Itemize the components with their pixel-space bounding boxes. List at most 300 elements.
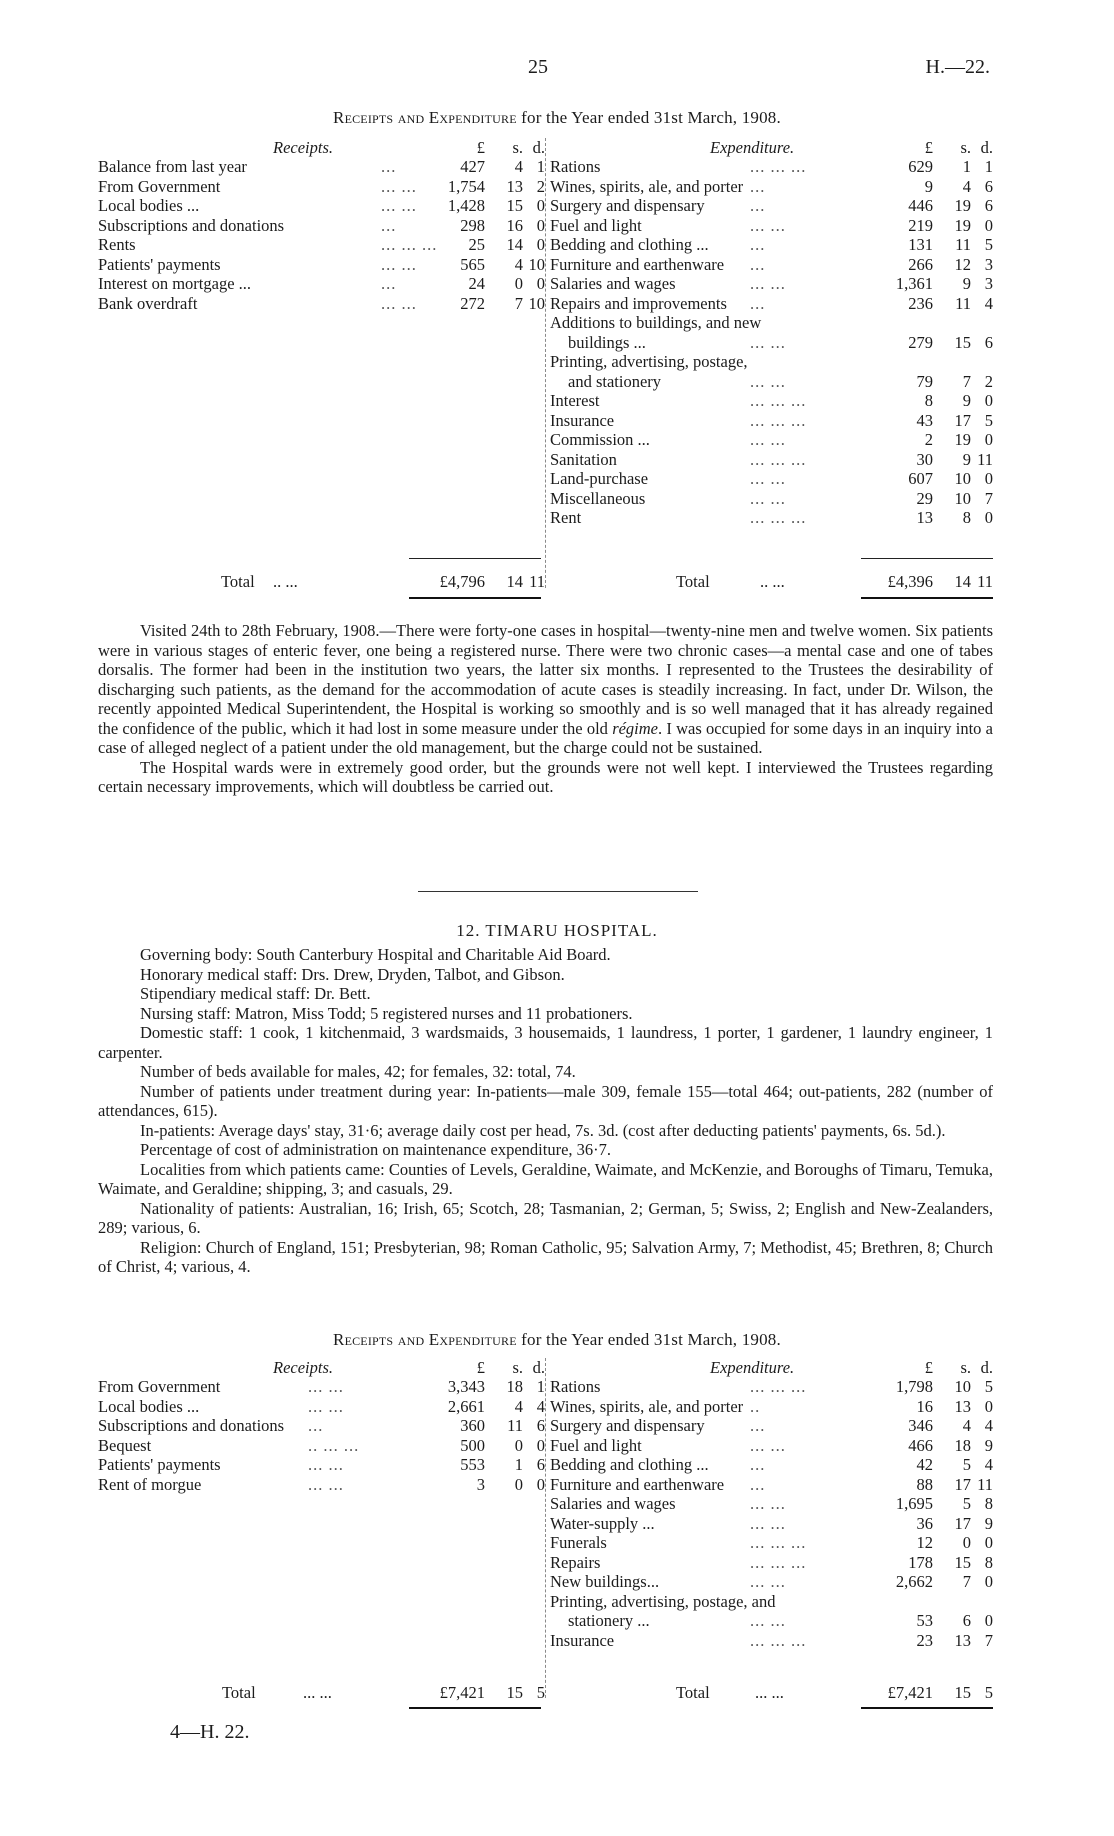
pounds-value: 279	[908, 332, 933, 352]
shillings-value: 19	[954, 196, 971, 215]
table1-expenditure-header	[550, 138, 993, 157]
leader-dots: ... ... ...	[750, 449, 807, 469]
shillings-value: 4	[514, 1396, 523, 1416]
leader-dots: ... ...	[750, 430, 786, 449]
item-label: Printing, advertising, postage, and	[550, 1591, 776, 1611]
item-label: Land-purchase	[550, 469, 649, 488]
table1-receipts-column	[98, 138, 546, 591]
account-row	[550, 508, 993, 528]
total-dots: ... ...	[303, 1683, 332, 1702]
table2-expenditure-total	[550, 1683, 993, 1705]
pence-value: 2	[536, 176, 545, 196]
shillings-value: 15	[954, 332, 971, 352]
account-row	[550, 1397, 993, 1417]
pounds-value: 29	[916, 488, 933, 508]
item-label: Salaries and wages	[550, 274, 676, 293]
account-row	[98, 1377, 545, 1397]
leader-dots: ...	[381, 157, 397, 176]
shillings-value: 5	[962, 1494, 971, 1513]
col-pounds: £	[476, 138, 485, 157]
item-label: Bank overdraft	[98, 293, 198, 313]
leader-dots: ... ...	[750, 1494, 786, 1513]
detail-line: Number of patients under treatment during year: In-patients—male 309, female 155—total 464; out-patients, 282 (number of attendances, 615).	[98, 1081, 993, 1120]
detail-line: Localities from which patients came: Counties of Levels, Geraldine, Waimate, and McKenzie, and Boroughs of Timaru, Temuka, Waimate, and Geraldine; shipping, 3; and casuals, 29.	[98, 1159, 993, 1198]
table2-accounts	[98, 1358, 993, 1728]
leader-dots: ... ... ...	[381, 235, 438, 254]
pounds-value: 298	[460, 215, 485, 235]
account-row	[550, 216, 993, 236]
item-label: Surgery and dispensary	[550, 1416, 705, 1435]
pounds-value: 565	[460, 254, 485, 274]
item-label: Insurance	[550, 1630, 615, 1650]
shillings-value: 19	[954, 430, 971, 449]
account-row	[550, 274, 993, 294]
account-row	[98, 196, 545, 216]
section-divider	[418, 891, 698, 892]
pence-value: 11	[977, 1474, 993, 1494]
item-label: Wines, spirits, ale, and porter	[550, 1396, 744, 1416]
leader-dots: ...	[308, 1416, 324, 1435]
account-row-label	[550, 313, 993, 333]
item-label: From Government	[98, 176, 221, 196]
item-label: New buildings...	[550, 1572, 660, 1591]
item-label: Rent	[550, 508, 582, 527]
pence-value: 0	[984, 215, 993, 235]
total-pounds: £7,421	[887, 1683, 933, 1702]
item-label: Wines, spirits, ale, and porter	[550, 176, 744, 196]
pounds-value: 25	[468, 235, 485, 254]
shillings-value: 4	[514, 157, 523, 176]
col-pence: d.	[532, 1358, 545, 1377]
total-pence: 5	[984, 1683, 993, 1702]
account-row	[550, 1533, 993, 1553]
col-pence: d.	[980, 1358, 993, 1377]
account-row	[550, 235, 993, 255]
pounds-value: 16	[916, 1396, 933, 1416]
pence-value: 0	[536, 1435, 545, 1455]
pence-value: 6	[984, 176, 993, 196]
pence-value: 0	[984, 1533, 993, 1552]
leader-dots: .. ... ...	[308, 1435, 360, 1455]
pence-value: 0	[536, 274, 545, 293]
shillings-value: 12	[954, 254, 971, 274]
account-row	[550, 1514, 993, 1534]
pounds-value: 88	[916, 1474, 933, 1494]
sum-rule	[409, 558, 541, 559]
hospital-details	[98, 945, 993, 1277]
pounds-value: 1,695	[895, 1494, 933, 1513]
pence-value: 0	[984, 1396, 993, 1416]
table2-title-rest: for the Year ended 31st March, 1908.	[521, 1330, 781, 1349]
col-shillings: s.	[960, 138, 971, 157]
page-header	[0, 58, 1114, 84]
item-label: stationery ...	[568, 1611, 650, 1630]
leader-dots: ... ...	[750, 1611, 786, 1630]
account-row	[550, 450, 993, 470]
shillings-value: 11	[507, 1416, 523, 1435]
pence-value: 9	[984, 1435, 993, 1455]
table2-receipts-total	[98, 1683, 545, 1705]
item-label: Bedding and clothing ...	[550, 1455, 709, 1474]
pounds-value: 131	[908, 235, 933, 254]
pounds-value: 53	[916, 1611, 933, 1630]
leader-dots: ...	[750, 1416, 766, 1435]
shillings-value: 5	[962, 1455, 971, 1474]
item-label: Insurance	[550, 410, 615, 430]
shillings-value: 11	[955, 235, 971, 254]
leader-dots: ... ... ...	[750, 1552, 807, 1572]
leader-dots: ... ... ...	[750, 508, 807, 527]
table1-expenditure-column	[550, 138, 993, 591]
pounds-value: 236	[908, 293, 933, 313]
section-title: 12. TIMARU HOSPITAL.	[456, 921, 658, 940]
pence-value: 0	[984, 1572, 993, 1591]
pounds-value: 36	[916, 1513, 933, 1533]
leader-dots: ... ... ...	[750, 1533, 807, 1552]
pounds-value: 13	[916, 508, 933, 527]
pounds-value: 346	[908, 1416, 933, 1435]
shillings-value: 9	[962, 449, 971, 469]
pounds-value: 629	[908, 157, 933, 176]
shillings-value: 17	[954, 410, 971, 430]
total-label: Total	[221, 572, 255, 591]
total-pounds: £4,796	[439, 572, 485, 591]
account-row	[98, 1397, 545, 1417]
total-pounds: £4,396	[887, 572, 933, 591]
total-double-rule	[861, 597, 993, 599]
account-row	[550, 430, 993, 450]
pounds-value: 3,343	[447, 1377, 485, 1396]
table1-title	[0, 108, 1114, 128]
expenditure-heading: Expenditure.	[710, 138, 795, 157]
pence-value: 8	[984, 1494, 993, 1513]
pence-value: 1	[536, 157, 545, 176]
leader-dots: ... ...	[750, 488, 786, 508]
item-label: Patients' payments	[98, 1455, 221, 1474]
pounds-value: 1,428	[447, 196, 485, 215]
col-shillings: s.	[512, 1358, 523, 1377]
pence-value: 0	[536, 196, 545, 215]
shillings-value: 13	[954, 1630, 971, 1650]
total-dots: .. ...	[760, 572, 785, 591]
sum-rule	[861, 558, 993, 559]
pounds-value: 24	[468, 274, 485, 293]
shillings-value: 10	[954, 469, 971, 488]
pence-value: 0	[536, 235, 545, 254]
pence-value: 10	[528, 254, 545, 274]
leader-dots: ... ...	[308, 1377, 344, 1396]
pence-value: 6	[536, 1455, 545, 1474]
total-pounds: £7,421	[439, 1683, 485, 1702]
leader-dots: ...	[750, 293, 766, 313]
leader-dots: ... ...	[750, 1572, 786, 1591]
shillings-value: 16	[506, 215, 523, 235]
account-row	[98, 177, 545, 197]
table2-expenditure-column	[550, 1358, 993, 1702]
leader-dots: ... ...	[381, 176, 417, 196]
account-row	[550, 411, 993, 431]
leader-dots: ...	[750, 176, 766, 196]
shillings-value: 7	[514, 293, 523, 313]
account-row	[98, 274, 545, 294]
item-label: Funerals	[550, 1533, 607, 1552]
account-row	[550, 1494, 993, 1514]
account-row	[550, 333, 993, 353]
shillings-value: 1	[962, 157, 971, 176]
account-row	[98, 1455, 545, 1475]
account-row	[550, 1553, 993, 1573]
table1-title-caps: Receipts and Expenditure	[333, 108, 517, 127]
pounds-value: 360	[460, 1416, 485, 1435]
item-label: Local bodies ...	[98, 196, 200, 215]
item-label: Sanitation	[550, 449, 617, 469]
pounds-value: 178	[908, 1552, 933, 1572]
item-label: Printing, advertising, postage,	[550, 352, 748, 371]
table2-receipts-header	[98, 1358, 545, 1377]
pence-value: 4	[984, 1416, 993, 1435]
visit-report	[98, 621, 993, 797]
detail-line: Religion: Church of England, 151; Presbyterian, 98; Roman Catholic, 95; Salvation Army, 7; Methodist, 45; Brethren, 8; Church of Christ, 4; various, 4.	[98, 1237, 993, 1276]
item-label: Salaries and wages	[550, 1494, 676, 1513]
item-label: From Government	[98, 1377, 221, 1396]
leader-dots: ... ... ...	[750, 1377, 807, 1396]
account-row	[98, 1416, 545, 1436]
leader-dots: ...	[750, 1455, 766, 1474]
pence-value: 1	[984, 157, 993, 176]
shillings-value: 18	[506, 1377, 523, 1396]
leader-dots: ... ...	[750, 1435, 786, 1455]
pounds-value: 3	[476, 1474, 485, 1494]
item-label: Additions to buildings, and new	[550, 313, 762, 332]
pounds-value: 8	[924, 391, 933, 410]
account-row	[550, 1572, 993, 1592]
pence-value: 8	[984, 1552, 993, 1572]
pence-value: 0	[984, 1611, 993, 1630]
pence-value: 3	[984, 254, 993, 274]
item-label: Balance from last year	[98, 157, 247, 176]
footer-reference: 4—H. 22.	[170, 1721, 250, 1743]
shillings-value: 0	[514, 274, 523, 293]
item-label: Rent of morgue	[98, 1474, 202, 1494]
item-label: Fuel and light	[550, 1435, 642, 1455]
total-shillings: 15	[506, 1683, 523, 1702]
shillings-value: 11	[955, 293, 971, 313]
table2-expenditure-header	[550, 1358, 993, 1377]
account-row	[550, 196, 993, 216]
item-label: Rations	[550, 1377, 601, 1396]
pounds-value: 23	[916, 1630, 933, 1650]
pence-value: 5	[984, 1377, 993, 1396]
table1-accounts	[98, 138, 993, 598]
shillings-value: 0	[514, 1474, 523, 1494]
item-label: buildings ...	[568, 332, 646, 352]
account-row	[98, 216, 545, 236]
shillings-value: 13	[954, 1396, 971, 1416]
account-row	[550, 1631, 993, 1651]
pence-value: 0	[536, 215, 545, 235]
shillings-value: 1	[514, 1455, 523, 1474]
pounds-value: 553	[460, 1455, 485, 1474]
pounds-value: 1,361	[895, 274, 933, 293]
account-row	[550, 469, 993, 489]
pounds-value: 12	[916, 1533, 933, 1552]
account-row	[98, 1436, 545, 1456]
visit-text-b: . I was occupied for some days in an inquiry into a case of alleged neglect of a patient under the old management, but the charge could not be sustained.	[98, 718, 993, 757]
account-row	[550, 1416, 993, 1436]
leader-dots: ... ...	[750, 1513, 786, 1533]
leader-dots: ...	[750, 1474, 766, 1494]
leader-dots: ... ... ...	[750, 391, 807, 410]
table1-expenditure-total	[550, 572, 993, 594]
pounds-value: 427	[460, 157, 485, 176]
item-label: Subscriptions and donations	[98, 1416, 285, 1435]
col-pounds: £	[924, 1358, 933, 1377]
shillings-value: 10	[954, 1377, 971, 1396]
pounds-value: 1,798	[895, 1377, 933, 1396]
pounds-value: 43	[916, 410, 933, 430]
shillings-value: 0	[962, 1533, 971, 1552]
shillings-value: 0	[514, 1435, 523, 1455]
table1-title-rest: for the Year ended 31st March, 1908.	[521, 108, 781, 127]
pounds-value: 219	[908, 215, 933, 235]
leader-dots: ... ... ...	[750, 157, 807, 176]
pence-value: 5	[984, 235, 993, 254]
item-label: Bequest	[98, 1435, 152, 1455]
pence-value: 0	[984, 430, 993, 449]
item-label: Patients' payments	[98, 254, 221, 274]
shillings-value: 7	[962, 371, 971, 391]
item-label: Repairs and improvements	[550, 293, 727, 313]
leader-dots: ... ...	[381, 254, 417, 274]
pence-value: 6	[984, 196, 993, 215]
detail-line: Governing body: South Canterbury Hospital and Charitable Aid Board.	[140, 945, 611, 964]
table2-title	[0, 1330, 1114, 1350]
leader-dots: ... ...	[381, 196, 417, 215]
leader-dots: ...	[381, 215, 397, 235]
pence-value: 4	[984, 1455, 993, 1474]
col-shillings: s.	[960, 1358, 971, 1377]
total-double-rule	[409, 597, 541, 599]
leader-dots: ... ...	[750, 274, 786, 293]
account-row	[550, 255, 993, 275]
shillings-value: 17	[954, 1513, 971, 1533]
pence-value: 11	[977, 449, 993, 469]
pounds-value: 607	[908, 469, 933, 488]
shillings-value: 19	[954, 215, 971, 235]
account-row	[550, 177, 993, 197]
account-row	[550, 1377, 993, 1397]
pence-value: 0	[536, 1474, 545, 1494]
shillings-value: 9	[962, 391, 971, 410]
account-row	[98, 294, 545, 314]
document-reference: H.—22.	[925, 56, 990, 78]
col-pounds: £	[924, 138, 933, 157]
shillings-value: 17	[954, 1474, 971, 1494]
item-label: Bedding and clothing ...	[550, 235, 709, 254]
total-dots: ... ...	[755, 1683, 784, 1702]
visit-text-a: Visited 24th to 28th February, 1908.—There were forty-one cases in hospital—twenty-nine men and twelve women. Six patients were in various stages of enteric fever, one being a registered nurse. There were two chronic cases—a mental case and one of tabes dorsalis. The former had been in the institution two years, the latter six months. I represented to the Trustees the desirability of discharging such patients, as the demand for the accommodation of acute cases is steadily increasing. In fact, under Dr. Wilson, the recently appointed Medical Superintendent, the Hospital is working so smoothly and is so well managed that it has already regained the confidence of the public, which it had lost in some measure under the old	[98, 621, 993, 738]
receipts-heading: Receipts.	[273, 138, 334, 157]
shillings-value: 13	[506, 176, 523, 196]
total-label: Total	[676, 572, 710, 591]
leader-dots: ... ...	[750, 371, 786, 391]
detail-line: Domestic staff: 1 cook, 1 kitchenmaid, 3 wardsmaids, 3 housemaids, 1 laundress, 1 porter, 1 gardener, 1 laundry engineer, 1 carpenter.	[98, 1023, 993, 1062]
detail-line: Stipendiary medical staff: Dr. Bett.	[140, 984, 371, 1003]
pence-value: 6	[536, 1416, 545, 1435]
account-row	[550, 391, 993, 411]
item-label: Furniture and earthenware	[550, 254, 725, 274]
total-pence: 11	[977, 572, 993, 591]
item-label: and stationery	[568, 371, 662, 391]
shillings-value: 7	[962, 1572, 971, 1591]
col-pounds: £	[476, 1358, 485, 1377]
regime-word: régime	[612, 718, 659, 738]
detail-line: Percentage of cost of administration on maintenance expenditure, 36·7.	[140, 1140, 612, 1159]
shillings-value: 4	[962, 176, 971, 196]
expenditure-heading: Expenditure.	[710, 1358, 795, 1377]
shillings-value: 4	[514, 254, 523, 274]
total-shillings: 14	[506, 572, 523, 591]
pounds-value: 2	[924, 430, 933, 449]
pounds-value: 266	[908, 254, 933, 274]
shillings-value: 15	[954, 1552, 971, 1572]
detail-line: Nursing staff: Matron, Miss Todd; 5 registered nurses and 11 probationers.	[140, 1003, 633, 1023]
shillings-value: 8	[962, 508, 971, 527]
leader-dots: ..	[750, 1396, 761, 1416]
total-pence: 11	[529, 572, 545, 591]
shillings-value: 9	[962, 274, 971, 293]
leader-dots: ... ...	[750, 469, 786, 488]
item-label: Repairs	[550, 1552, 601, 1572]
item-label: Furniture and earthenware	[550, 1474, 725, 1494]
shillings-value: 6	[962, 1611, 971, 1630]
total-double-rule	[861, 1707, 993, 1709]
pence-value: 0	[984, 508, 993, 527]
pounds-value: 466	[908, 1435, 933, 1455]
pounds-value: 2,661	[447, 1396, 485, 1416]
detail-line: Number of beds available for males, 42; for females, 32: total, 74.	[140, 1062, 576, 1081]
leader-dots: ... ...	[308, 1455, 344, 1474]
item-label: Commission ...	[550, 430, 650, 449]
pounds-value: 1,754	[447, 176, 485, 196]
total-label: Total	[676, 1683, 710, 1702]
table1-receipts-header	[98, 138, 545, 157]
pence-value: 4	[536, 1396, 545, 1416]
pence-value: 3	[984, 274, 993, 293]
account-row	[98, 255, 545, 275]
pounds-value: 42	[916, 1455, 933, 1474]
item-label: Rations	[550, 157, 601, 176]
pence-value: 2	[984, 371, 993, 391]
col-pence: d.	[980, 138, 993, 157]
account-row	[550, 489, 993, 509]
item-label: Rents	[98, 235, 136, 254]
account-row	[550, 1455, 993, 1475]
item-label: Surgery and dispensary	[550, 196, 705, 215]
total-pence: 5	[536, 1683, 545, 1702]
col-shillings: s.	[512, 138, 523, 157]
account-row-label	[550, 1592, 993, 1612]
leader-dots: ... ...	[381, 293, 417, 313]
account-row	[550, 157, 993, 177]
pounds-value: 9	[924, 176, 933, 196]
leader-dots: ... ...	[750, 332, 786, 352]
detail-line: In-patients: Average days' stay, 31·6; average daily cost per head, 7s. 3d. (cost after deducting patients' payments, 6s. 5d.).	[140, 1120, 946, 1140]
item-label: Interest	[550, 391, 600, 410]
account-row	[550, 372, 993, 392]
leader-dots: ... ... ...	[750, 410, 807, 430]
account-row	[550, 1611, 993, 1631]
